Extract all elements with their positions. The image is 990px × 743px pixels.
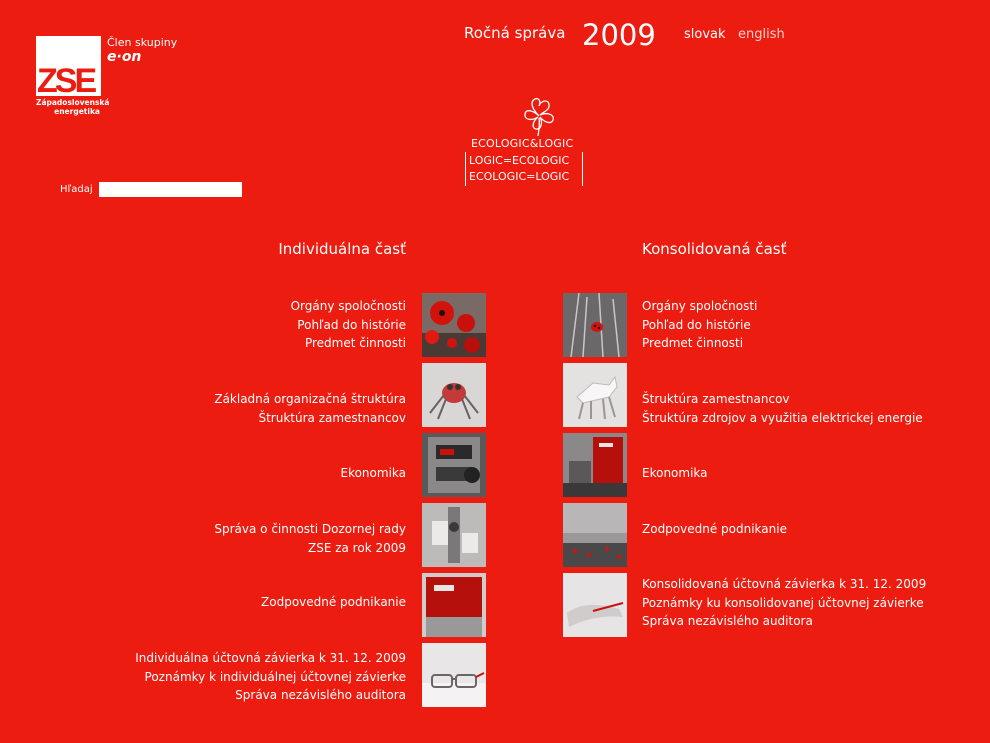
language-slovak-link[interactable]: slovak (684, 27, 726, 42)
eon-logo: e·on (107, 49, 142, 65)
consolidated-link-uctovna-zavierka[interactable]: Konsolidovaná účtovná závierka k 31. 12. 2009 (642, 577, 927, 591)
consolidated-group-5 (642, 575, 926, 631)
individual-link-zse-2009[interactable]: ZSE za rok 2009 (307, 540, 406, 555)
individual-thumb-meters[interactable] (422, 433, 486, 497)
search-label: Hľadaj (60, 184, 93, 195)
individual-group-3 (340, 464, 406, 483)
consolidated-link-struktura-zdrojov[interactable]: Štruktúra zdrojov a využitia elektrickej energie (642, 410, 923, 425)
logo-company-name (36, 98, 110, 116)
individual-group-6 (135, 649, 406, 705)
individual-thumb-red-cabinet[interactable] (422, 573, 486, 637)
consolidated-thumb-robot-horse[interactable] (563, 363, 627, 427)
individual-group-1 (291, 297, 406, 353)
individual-link-struktura-zamestnancov[interactable]: Štruktúra zamestnancov (258, 410, 406, 425)
language-english-link[interactable]: english (738, 27, 785, 42)
logo-company-line2: energetika (54, 107, 100, 116)
eco-line-1: ECOLOGIC&LOGIC (471, 137, 574, 150)
search-input[interactable] (99, 182, 242, 197)
consolidated-thumb-field[interactable] (563, 503, 627, 567)
individual-link-auditor[interactable]: Správa nezávislého auditora (235, 688, 406, 702)
individual-group-2 (214, 390, 406, 427)
consolidated-link-organy[interactable]: Orgány spoločnosti (642, 299, 758, 313)
individual-group-4 (214, 520, 406, 557)
individual-link-predmet[interactable]: Predmet činnosti (304, 336, 406, 350)
consolidated-link-zodpovedne-podnikanie[interactable]: Zodpovedné podnikanie (642, 522, 787, 536)
individual-link-dozorna-rada[interactable]: Správa o činnosti Dozornej rady (214, 522, 406, 536)
consolidated-group-4 (642, 520, 787, 539)
eco-line-3: ECOLOGIC=LOGIC (469, 170, 570, 183)
individual-group-5 (261, 593, 406, 612)
logo-company-line1: Západoslovenská (36, 98, 110, 107)
individual-link-poznamky[interactable]: Poznámky k individuálnej účtovnej závierke (144, 669, 406, 684)
consolidated-section-title: Konsolidovaná časť (642, 240, 787, 258)
zse-logo[interactable] (36, 36, 178, 118)
report-title: Ročná správa (464, 24, 566, 42)
consolidated-link-auditor[interactable]: Správa nezávislého auditora (642, 614, 813, 628)
consolidated-thumb-ladybug[interactable] (563, 293, 627, 357)
zse-logo-mark: ZSE (37, 62, 95, 100)
individual-thumb-glasses[interactable] (422, 643, 486, 707)
individual-link-zodpovedne-podnikanie[interactable]: Zodpovedné podnikanie (261, 595, 406, 609)
individual-thumb-poppies[interactable] (422, 293, 486, 357)
individual-thumb-equipment[interactable] (422, 503, 486, 567)
individual-link-ekonomika[interactable]: Ekonomika (340, 466, 406, 480)
ecologic-logo (465, 96, 585, 192)
logo-member-text: Člen skupiny (107, 36, 178, 49)
individual-link-historia[interactable]: Pohľad do histórie (297, 317, 406, 332)
flower-icon (519, 96, 559, 136)
consolidated-thumb-machinery[interactable] (563, 433, 627, 497)
individual-thumb-robot-spider[interactable] (422, 363, 486, 427)
consolidated-link-struktura-zamestnancov[interactable]: Štruktúra zamestnancov (642, 392, 790, 406)
consolidated-link-ekonomika[interactable]: Ekonomika (642, 466, 708, 480)
individual-link-uctovna-zavierka[interactable]: Individuálna účtovná závierka k 31. 12. 2009 (135, 651, 406, 665)
consolidated-group-1 (642, 297, 757, 353)
consolidated-thumb-hand[interactable] (563, 573, 627, 637)
consolidated-group-3 (642, 464, 708, 483)
individual-link-organy[interactable]: Orgány spoločnosti (290, 299, 406, 313)
consolidated-link-historia[interactable]: Pohľad do histórie (642, 317, 751, 332)
eco-line-2: LOGIC=ECOLOGIC (469, 154, 570, 167)
consolidated-group-2 (642, 390, 923, 427)
individual-link-organizacna-struktura[interactable]: Základná organizačná štruktúra (214, 392, 406, 406)
consolidated-link-predmet[interactable]: Predmet činnosti (642, 336, 744, 350)
consolidated-link-poznamky[interactable]: Poznámky ku konsolidovanej účtovnej závierke (642, 595, 924, 610)
individual-section-title: Individuálna časť (278, 240, 406, 258)
report-year: 2009 (582, 18, 656, 52)
